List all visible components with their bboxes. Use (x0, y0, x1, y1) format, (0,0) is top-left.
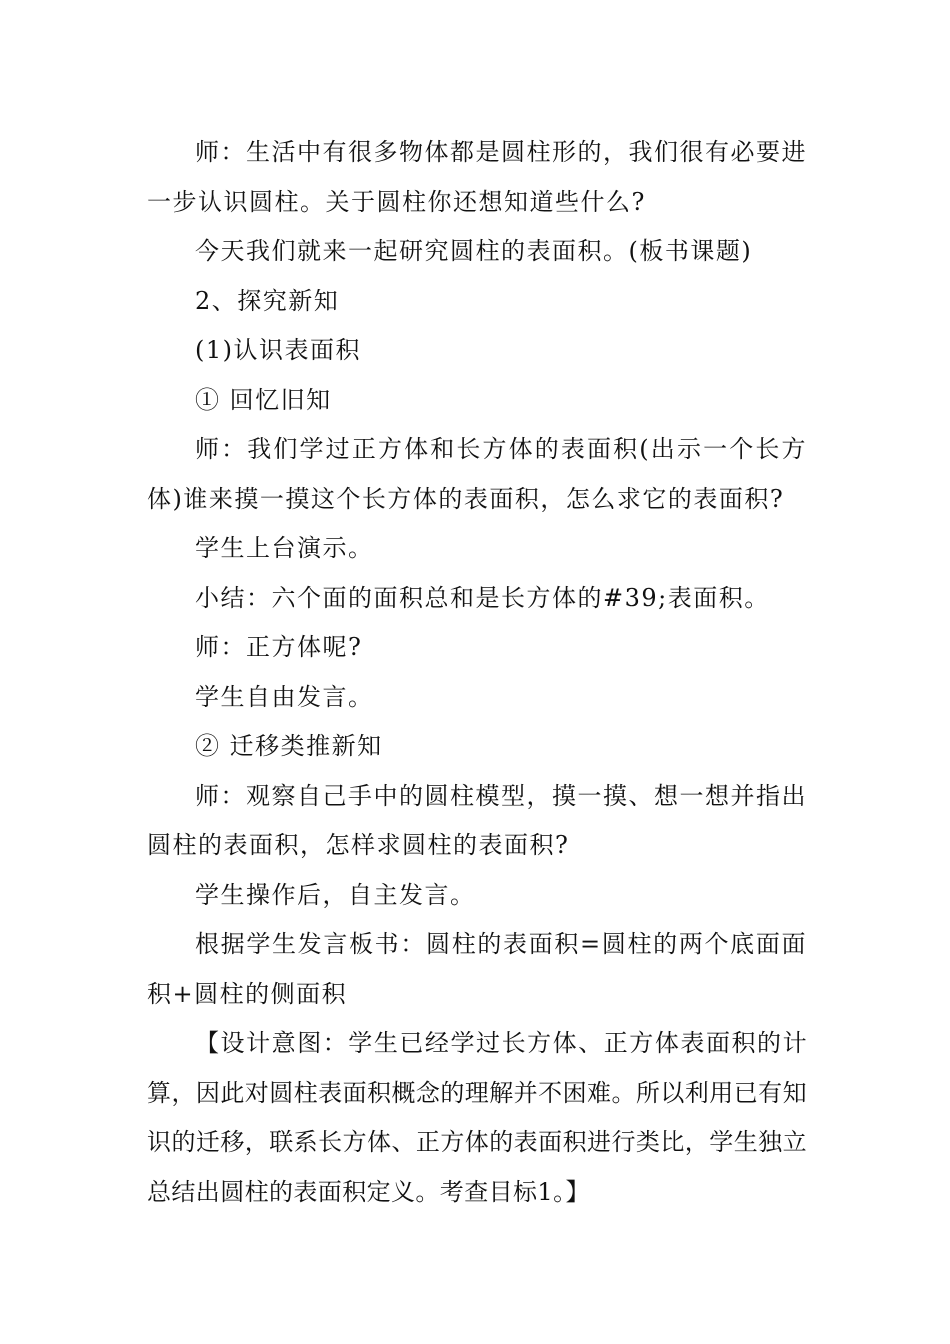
paragraph-summary: 小结：六个面的面积总和是长方体的#39;表面积。 (195, 583, 770, 612)
paragraph-cube-question: 师：正方体呢? (195, 633, 363, 661)
subsection-heading: (1)认识表面积 (195, 336, 361, 364)
paragraph-teacher-question: 师：我们学过正方体和长方体的表面积(出示一个长方体)谁来摸一摸这个长方体的表面积，怎么求它的表面积? (147, 435, 807, 513)
paragraph-free-speech: 学生自由发言。 (195, 682, 374, 711)
paragraph-topic: 今天我们就来一起研究圆柱的表面积。(板书课题) (195, 237, 753, 265)
paragraph-formula: 根据学生发言板书：圆柱的表面积=圆柱的两个底面面积+圆柱的侧面积 (147, 930, 807, 1008)
step-heading: ② 迁移类推新知 (195, 732, 383, 760)
paragraph-observe: 师：观察自己手中的圆柱模型，摸一摸、想一想并指出圆柱的表面积，怎样求圆柱的表面积? (147, 781, 807, 859)
step-heading: ① 回忆旧知 (195, 385, 332, 414)
paragraph-student-demo: 学生上台演示。 (195, 534, 374, 562)
paragraph-design-intent: 【设计意图：学生已经学过长方体、正方体表面积的计算，因此对圆柱表面积概念的理解并不困难。所以利用已有知识的迁移，联系长方体、正方体的表面积进行类比，学生独立总结出圆柱的表面积定义。考查目标1。】 (147, 1029, 807, 1206)
paragraph-intro: 师：生活中有很多物体都是圆柱形的，我们很有必要进一步认识圆柱。关于圆柱你还想知道些什么? (147, 138, 807, 216)
paragraph-student-speak: 学生操作后，自主发言。 (195, 880, 476, 909)
document-body (147, 128, 807, 1217)
section-heading: 2、探究新知 (195, 286, 340, 315)
